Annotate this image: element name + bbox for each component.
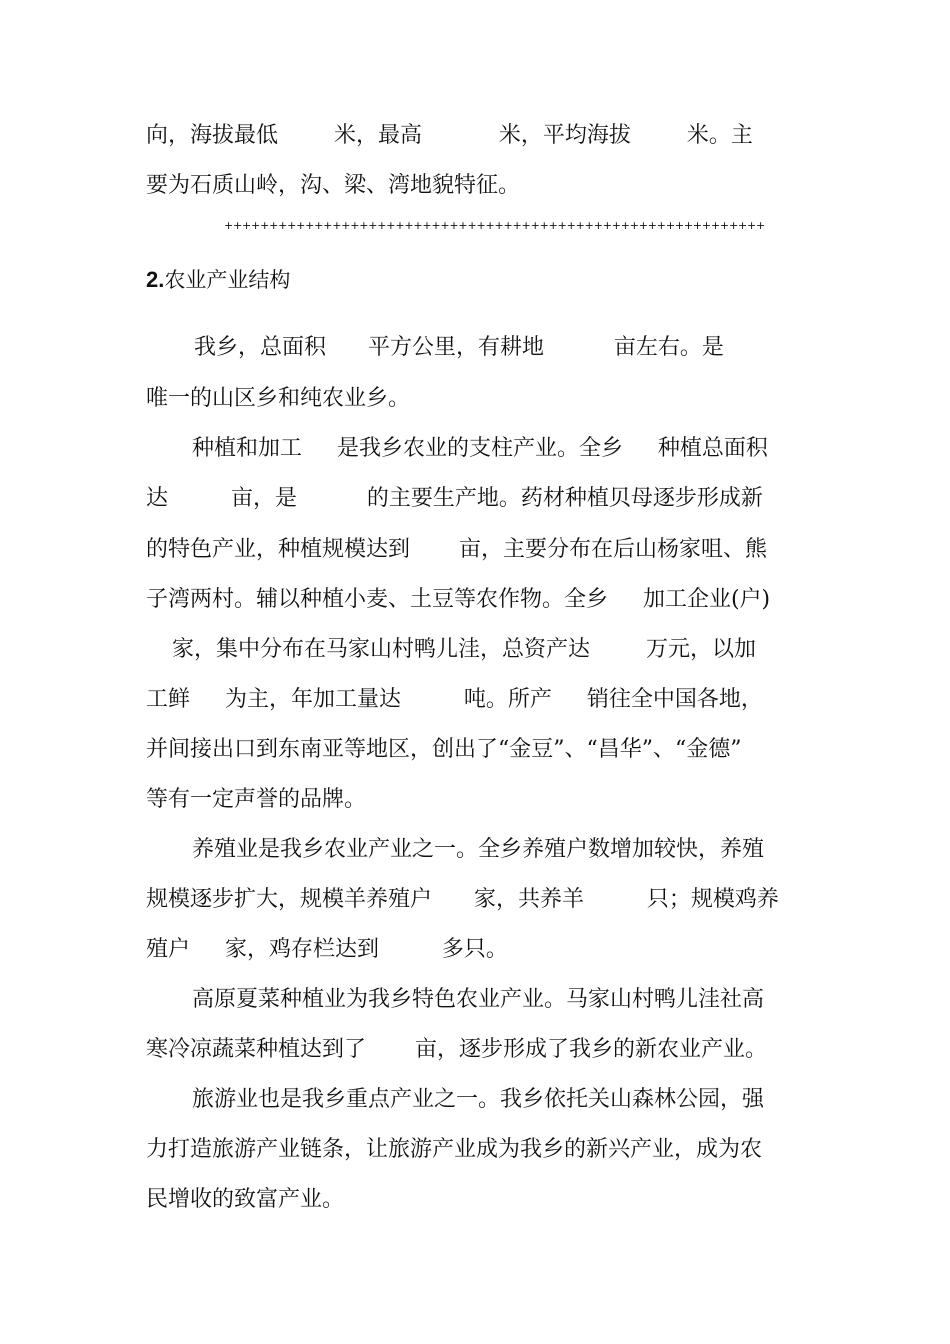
paragraph-line: 寒冷凉蔬菜种植达到了 亩，逐步形成了我乡的新农业产业。 bbox=[146, 1037, 767, 1062]
paragraph-line: 唯一的山区乡和纯农业乡。 bbox=[146, 386, 411, 411]
paragraph-line: 等有一定声誉的品牌。 bbox=[146, 787, 367, 812]
section-title: 农业产业结构 bbox=[164, 268, 291, 292]
paragraph-line: 力打造旅游产业链条，让旅游产业成为我乡的新兴产业，成为农 bbox=[146, 1137, 763, 1162]
section-heading bbox=[146, 265, 290, 295]
section-number: 2. bbox=[146, 267, 165, 292]
paragraph-line: 殖户 家，鸡存栏达到 多只。 bbox=[146, 937, 508, 962]
paragraph-line: 的特色产业，种植规模达到 亩，主要分布在后山杨家咀、熊 bbox=[146, 537, 767, 562]
paragraph-line: 高原夏菜种植业为我乡特色农业产业。马家山村鸭儿洼社高 bbox=[192, 987, 765, 1012]
paragraph-line: 规模逐步扩大，规模羊养殖户 家，共养羊 只；规模鸡养 bbox=[146, 887, 779, 912]
paragraph-line: 养殖业是我乡农业产业之一。全乡养殖户数增加较快，养殖 bbox=[192, 837, 765, 862]
paragraph-line: 达 亩，是 的主要生产地。药材种植贝母逐步形成新 bbox=[146, 486, 763, 511]
paragraph-line: 民增收的致富产业。 bbox=[146, 1187, 345, 1212]
text-line: 要为石质山岭，沟、梁、湾地貌特征。 bbox=[146, 173, 521, 198]
paragraph-line: 我乡，总面积 平方公里，有耕地 亩左右。是 bbox=[194, 335, 724, 360]
paragraph-line: 旅游业也是我乡重点产业之一。我乡依托关山森林公园，强 bbox=[192, 1087, 765, 1112]
paragraph-line: 种植和加工 是我乡农业的支柱产业。全乡 种植总面积 bbox=[192, 436, 768, 461]
paragraph-line: 工鲜 为主，年加工量达 吨。所产 销往全中国各地， bbox=[146, 687, 763, 712]
paragraph-line: 家，集中分布在马家山村鸭儿洼，总资产达 万元，以加 bbox=[172, 637, 756, 662]
paragraph-line: 并间接出口到东南亚等地区，创出了“金豆”、“昌华”、“金德” bbox=[146, 737, 742, 762]
separator-line: ++++++++++++++++++++++++++++++++++++++++++++++++++++++++++++ bbox=[224, 219, 766, 232]
text-line: 向，海拔最低 米，最高 米，平均海拔 米。主 bbox=[146, 123, 753, 148]
paragraph-line: 子湾两村。辅以种植小麦、土豆等农作物。全乡 加工企业(户) bbox=[146, 587, 771, 612]
